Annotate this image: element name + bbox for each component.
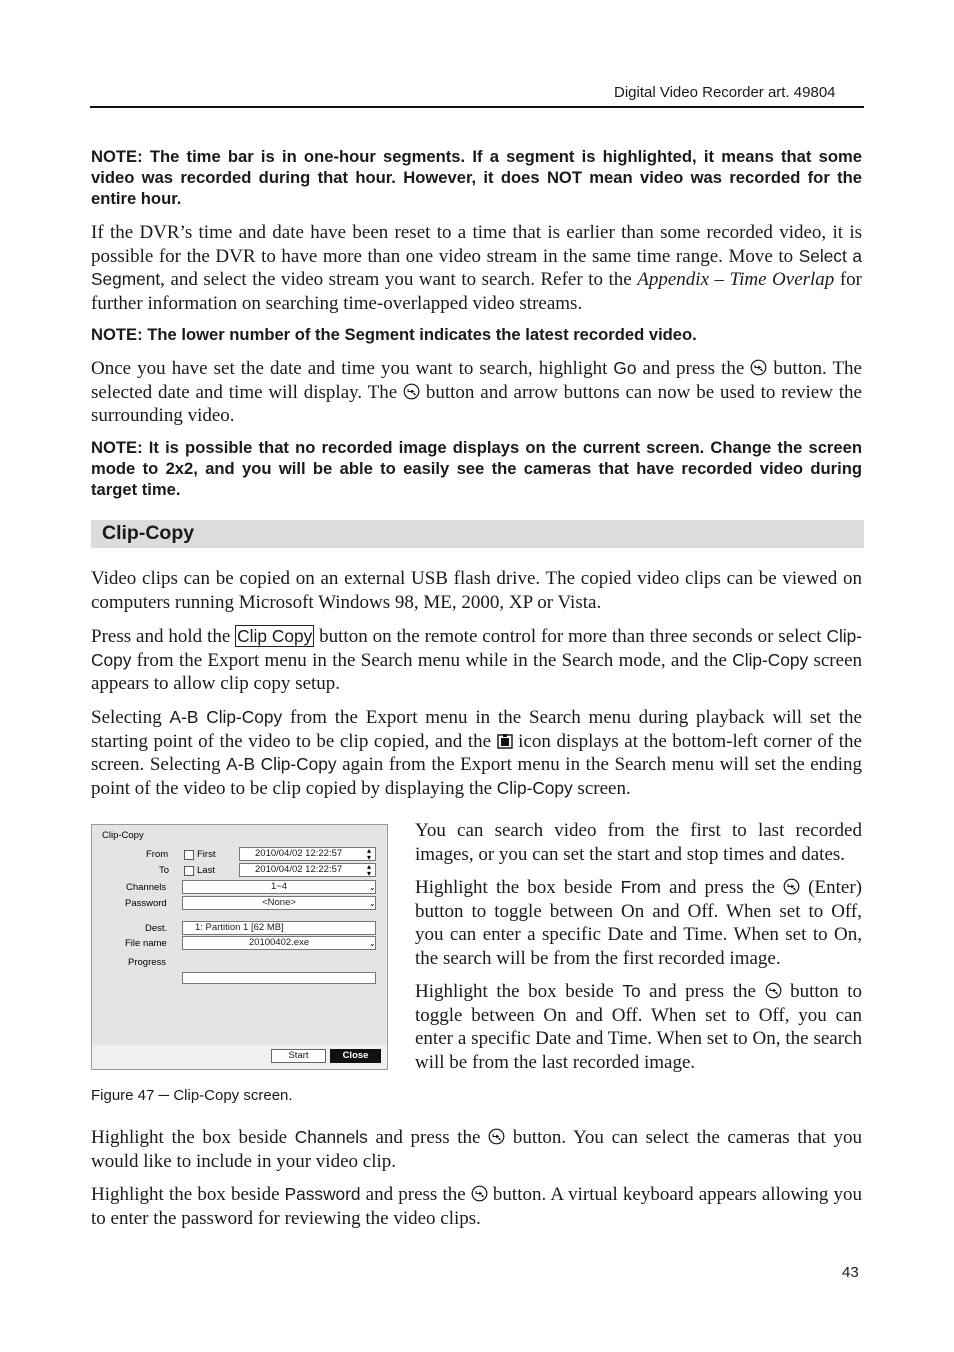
- label-dest: Dest.: [145, 923, 168, 934]
- file-name-field[interactable]: 20100402.exe: [182, 936, 376, 950]
- clip-copy-icon: [497, 733, 513, 749]
- close-button[interactable]: Close: [330, 1049, 381, 1063]
- updown-arrows-icon[interactable]: ▴ ▾: [367, 846, 372, 862]
- label-progress: Progress: [128, 957, 167, 968]
- to-datetime-field[interactable]: 2010/04/02 12:22:57: [239, 863, 376, 877]
- header-rule: [90, 106, 864, 108]
- first-label: First: [197, 849, 216, 860]
- paragraph-from: Highlight the box beside From and press the (Enter) button to toggle between On and Off. When set to Off, you can enter a specific Date and Time. When set to On, the search will be from the first recorded image.: [415, 877, 862, 969]
- enter-button-icon: [488, 1128, 505, 1145]
- ui-term-go: Go: [613, 358, 637, 378]
- label-from: From: [146, 849, 169, 860]
- enter-button-icon: [403, 383, 420, 400]
- label-channels: Channels: [126, 882, 167, 893]
- clip-copy-remote-button-label: Clip Copy: [237, 626, 313, 646]
- page-number: 43: [842, 1264, 859, 1281]
- appendix-reference: Appendix – Time Overlap: [637, 269, 835, 290]
- dropdown-icon: ⌄: [369, 899, 376, 908]
- note-screen-mode: NOTE: It is possible that no recorded image displays on the current screen. Change the screen mode to 2x2, and you will be able to easily see the cameras that have recorded video during target time.: [91, 438, 862, 499]
- dropdown-icon: ⌄: [369, 939, 376, 948]
- dropdown-icon: ⌄: [369, 883, 376, 892]
- ui-term-select-segment: Select a Segment: [91, 245, 862, 289]
- label-password: Password: [125, 898, 167, 909]
- clip-copy-screen-figure: [91, 824, 388, 1070]
- enter-button-icon: [783, 878, 800, 895]
- progress-bar: [182, 972, 376, 984]
- last-checkbox[interactable]: [184, 866, 194, 876]
- paragraph-usb: Video clips can be copied on an external USB flash drive. The copied video clips can be viewed on computers running Microsoft Windows 98, ME, 2000, XP or Vista.: [91, 568, 862, 613]
- last-label: Last: [197, 865, 215, 876]
- paragraph-ab-clip-copy: Selecting A-B Clip-Copy from the Export menu in the Search menu during playback will set the starting point of the video to be clip copied, and the icon displays at the bottom-left corner of the screen. Selecting A-B Clip-Copy again from the Export menu in the Search menu will set the ending point of the video to be clip copied by displaying the Clip-Copy screen.: [91, 707, 862, 799]
- paragraph-password: Highlight the box beside Password and press the button. A virtual keyboard appears allowing you to enter the password for reviewing the video clips.: [91, 1184, 863, 1229]
- paragraph-go: Once you have set the date and time you want to search, highlight Go and press the button. The selected date and time will display. The button and arrow buttons can now be used to review the surrounding video.: [91, 358, 862, 426]
- section-title: Clip-Copy: [102, 522, 195, 544]
- window-title: Clip-Copy: [102, 830, 144, 841]
- channels-field[interactable]: 1~4: [182, 880, 376, 894]
- enter-button-icon: [765, 982, 782, 999]
- figure-caption: Figure 47 ─ Clip-Copy screen.: [91, 1087, 293, 1104]
- label-file-name: File name: [125, 938, 167, 949]
- section-header-bar: [91, 520, 864, 548]
- dest-field[interactable]: 1: Partition 1 [62 MB]: [182, 921, 376, 935]
- paragraph-press-hold: Press and hold the Clip Copy button on the remote control for more than three seconds or select Clip-Copy from the Export menu in the Search menu while in the Search mode, and the Clip-Copy screen appears to allow clip copy setup.: [91, 626, 863, 694]
- paragraph-channels: Highlight the box beside Channels and press the button. You can select the cameras that you would like to include in your video clip.: [91, 1127, 862, 1172]
- paragraph-to: Highlight the box beside To and press the button to toggle between On and Off. When set to Off, you can enter a specific Date and Time. When set to On, the search will be from the last recorded image.: [415, 981, 862, 1073]
- start-button[interactable]: Start: [271, 1049, 326, 1063]
- from-datetime-field[interactable]: 2010/04/02 12:22:57: [239, 847, 376, 861]
- enter-button-icon: [750, 359, 767, 376]
- note-time-bar: NOTE: The time bar is in one-hour segments. If a segment is highlighted, it means that some video was recorded during that hour. However, it does NOT mean video was recorded for the entire hour.: [91, 147, 862, 208]
- label-to: To: [159, 865, 170, 876]
- running-header: Digital Video Recorder art. 49804: [614, 84, 836, 101]
- enter-button-icon: [471, 1185, 488, 1202]
- first-checkbox[interactable]: [184, 850, 194, 860]
- updown-arrows-icon[interactable]: ▴ ▾: [367, 862, 372, 878]
- paragraph-search-range: You can search video from the first to last recorded images, or you can set the start and stop times and dates.: [415, 820, 862, 865]
- paragraph-time-overlap: If the DVR’s time and date have been reset to a time that is earlier than some recorded video, it is possible for the DVR to have more than one video stream in the same time range. Move to Select a Segment, and select the video stream you want to search. Refer to the Appendix – Time Overlap for further information on searching time-overlapped video streams.: [91, 222, 862, 314]
- note-segment-order: NOTE: The lower number of the Segment indicates the latest recorded video.: [91, 325, 697, 344]
- password-field[interactable]: <None>: [182, 896, 376, 910]
